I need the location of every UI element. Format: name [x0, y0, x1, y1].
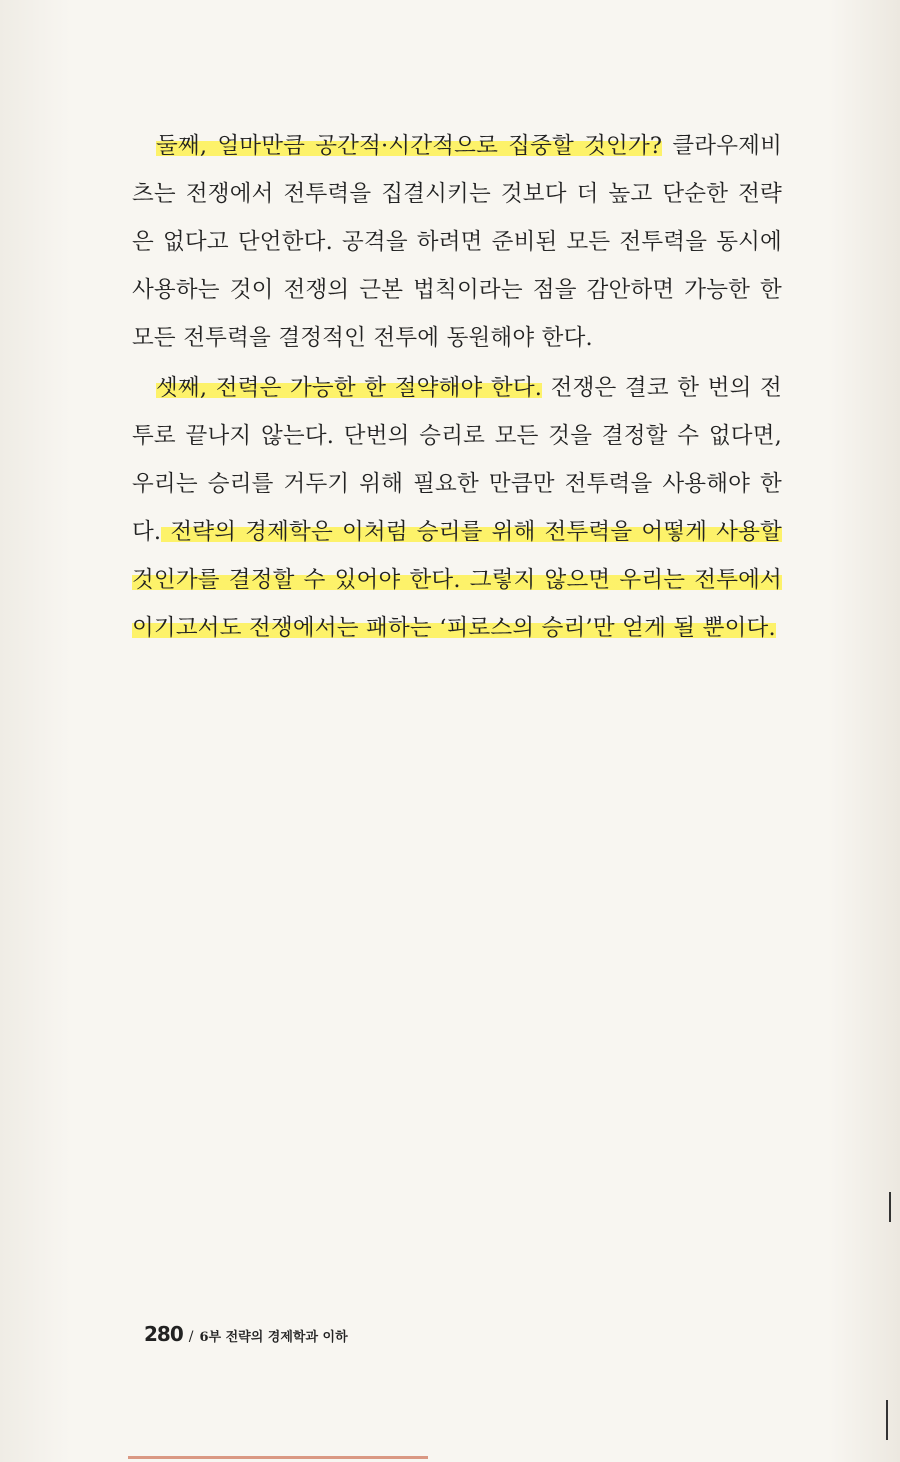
- sentence: 클라우제비츠는 전쟁에서 전투력을 집결시키는 것보다 더 높고 단순한 전략은 없다고 단언한다. 공격을 하려면 준비된 모든 전투력을 동시에 사용하는 것이 전쟁의 근본 법칙이라는 점을 감안하면 가능한 한 모든 전투력을 결정적인 전투에 동원해야 한다.: [132, 133, 783, 351]
- paragraph-2: [132, 122, 782, 362]
- paragraph-3: [132, 364, 782, 652]
- footer-separator: /: [188, 1329, 194, 1345]
- scan-edge-mark: [889, 1192, 891, 1222]
- running-title: 6부 전략의 경제학과 이하: [199, 1330, 348, 1345]
- page-footer: [144, 1322, 348, 1346]
- highlighted-sentence: 셋째, 전력은 가능한 한 절약해야 한다.: [156, 375, 543, 401]
- scan-edge-mark: [886, 1400, 888, 1440]
- page-number: 280: [144, 1322, 183, 1346]
- highlighted-sentence: 전략의 경제학은 이처럼 승리를 위해 전투력을 어떻게 사용할 것인가를 결정할 수 있어야 한다. 그렇지 않으면 우리는 전투에서 이기고서도 전쟁에서는 패하는 ‘피로스의 승리’만 얻게 될 뿐이다.: [132, 519, 782, 641]
- sentence: 전쟁은 결코 한 번의 전투로 끝나지 않는다. 단번의 승리로 모든 것을 결정할 수 없다면, 우리는 승리를 거두기 위해 필요한 만큼만 전투력을 사용해야 한다.: [132, 375, 782, 545]
- highlighted-sentence: 둘째, 얼마만큼 공간적·시간적으로 집중할 것인가?: [156, 133, 663, 159]
- body-text: [132, 122, 782, 654]
- scan-bottom-edge: [128, 1456, 428, 1459]
